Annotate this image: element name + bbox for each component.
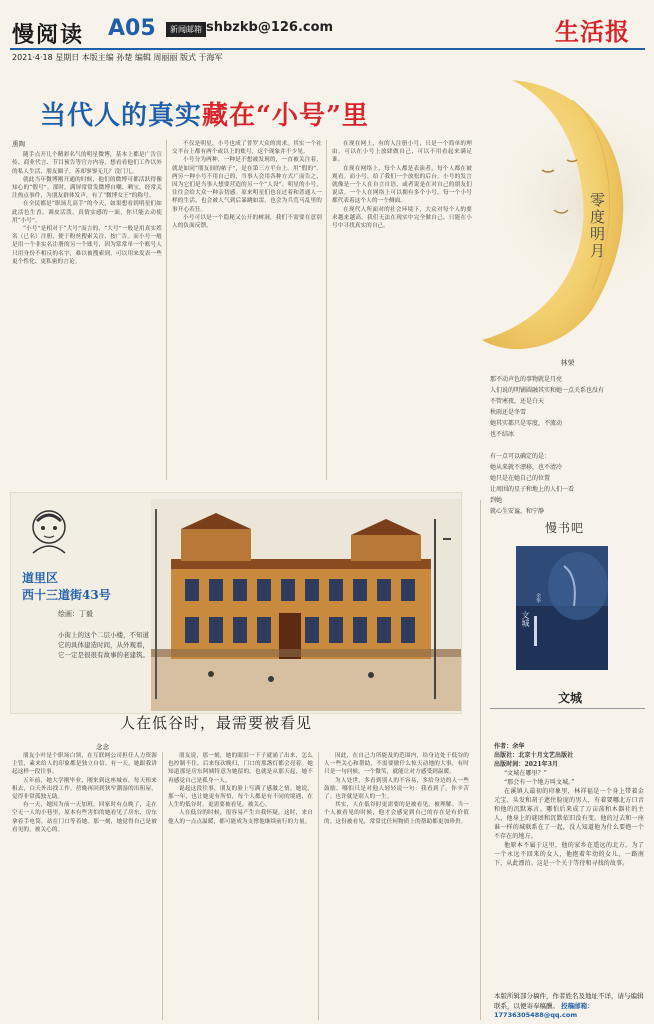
painter-portrait-sketch-icon <box>23 503 75 555</box>
poem-line: 有一点可以确定的是： <box>490 453 551 460</box>
poem-line: 不管寒夜，还是白天 <box>490 398 545 405</box>
paragraph: 朋友说，那一刻，她的眼泪一下子就涌了出来，怎么也控制不住。后来每次晚归，门口的那盏灯都会亮着。她知道那是房东阿姨特意为她留的。也就是从那天起，她不再感觉自己是孤身一人。 <box>168 753 313 784</box>
article2-column-1 <box>12 752 157 1020</box>
main-headline <box>40 95 369 132</box>
poem-line: 也不结冰 <box>490 431 515 438</box>
article2-author: 念念 <box>96 743 109 751</box>
column-divider <box>326 140 327 480</box>
footer-note <box>494 992 644 1021</box>
poem-line: 人们说的明铺圆融其实和她一点关系也没有 <box>490 387 605 394</box>
paragraph: 朋友小叶是个职场白领，在互联网公司担任人力资源主管，素来给人的印象都是独立自信。有一天，她跟我讲起这样一段往事。 <box>12 753 157 776</box>
masthead <box>0 0 654 66</box>
paragraph: 有一天，她因为前一天加班，回家时有点晚了，走在空无一人的小巷里，原本有些害怕的她看见了房东，房东拿着手电筒，站在门口等着她。那一刻，她觉得自己是被看见的，被关心的。 <box>12 802 157 833</box>
poem-line: 就心生安谧，和宁静 <box>490 508 545 515</box>
article2-column-3 <box>324 752 469 1020</box>
crescent-moon-illustration <box>472 60 654 360</box>
paragraph: 在现在网上，有的人注册小号，只是一个简单的理由，可以在小号上放肆做自己，可以不用看起来满足谁。 <box>332 141 472 164</box>
poem-line: 她其实都只是零度，不流动 <box>490 420 563 427</box>
poem-line: 她从来就不漂移，也不清冷 <box>490 464 563 471</box>
poem-line <box>490 440 645 451</box>
paragraph: 随手点开几个精彩名气的明星微博，基本上都是广告宣传、商业代言、节目预告等官方内容，想看看他们工作以外的私人生活、朋友圈子，善却寥寥无几？没门儿。 <box>12 152 162 175</box>
paragraph: 在现代人所面对的社会环境下，大众对每个人的要求越来越高。我们无法在现实中完全做自己，只能在小号中寻找真实的自己。 <box>332 206 472 230</box>
book-intro-paragraph: 他原本不属于这里，他的家乡在遥远的北方。为了一个永远不回来的女人，他抱着年幼的女儿，一路南下，从此漂泊。这是一个关于等待和寻找的故事。 <box>494 842 644 867</box>
dateline: 2021·4·18 星期日 本版主编 孙楚 编辑 周丽丽 版式 于海军 <box>12 53 223 62</box>
paper-name: 慢阅读 <box>12 23 85 48</box>
page-number: A05 <box>108 16 156 41</box>
poem-line: 到她 <box>490 497 503 504</box>
book-meta-line: 作者：余华 <box>494 743 525 750</box>
painting-caption-title: 道里区 西十三道街43号 <box>22 571 111 602</box>
poem-line: 让周围的星子和地上的人们一看 <box>490 486 575 493</box>
footer-contact-email[interactable]: 17736305488@qq.com <box>494 1011 578 1019</box>
poem-line: 秋雨还是冬雪 <box>490 409 527 416</box>
section-divider <box>480 500 481 1020</box>
headline-emphasis: 藏在“小号”里 <box>202 101 369 131</box>
moon-article-title: 零度明月 <box>588 192 606 260</box>
paragraph: 在全民都是“职场儿高手”的今天，如果想看到明星们如此活色生香、调皮活泼、真情实感的一面，你只能去动使用“小号”。 <box>12 201 162 224</box>
paragraph: 其实，人在低谷时更需要的是被看见，被理解。当一个人被看见的时候，他才会感觉到自己的存在是有价值的。这份被看见，常常比任何物质上的帮助都更加珍贵。 <box>324 802 469 825</box>
book-intro-paragraph: “文城在哪里？” <box>504 770 547 777</box>
book-cover-author: 余华 <box>535 593 541 603</box>
book-intro-paragraph: 在溪镇人最初的印象里，林祥福是一个身上带着金元宝、头发和胡子遮住脸庞的男人，有着要哪北方口音和他的沉默寡言。哪怕后来成了万亩荡和木器社的主人，他身上的谜团和沉默依旧没有变。他的过去和一座谁一样的城联系在了一起，没人知道他为什么要抱一个不存在的地方。 <box>494 788 644 840</box>
poem <box>490 358 645 517</box>
poem-lines <box>490 374 645 517</box>
article2-headline: 人在低谷时，最需要被看见 <box>120 714 313 732</box>
paragraph: 在现在网络上，每个人都是表演者，每个人都在被观看。而小号，给了我们一个放松的后台。小号的发言就像是一个人在自言自语，或者说是在对自己的朋友们说话。一个人在网络上可以拥有多个小号，每一个小号都代表着这个人的一个侧面。 <box>332 165 472 205</box>
column-divider <box>162 752 163 1020</box>
paragraph: 不仅是明星，小号也成了普罗大众的需求。其实一个社交平台上都有两个或以上的账号，这个现象并不少见。 <box>172 141 322 156</box>
paragraph: 就此当年微博刚开通的时候，他们的微博可都活跃得像知心的“假号”。那时，满屏常常发微博自嘲、晒宝，经常关注热点事件，为朋友群体发声，有了“微博女王”的称号。 <box>12 176 162 200</box>
poem-author: 林荣 <box>560 359 575 367</box>
book-intro-paragraph: “那会有一个地方叫文城。” <box>504 779 575 786</box>
contact-email[interactable]: shbzkb@126.com <box>206 20 334 35</box>
newspaper-brand-logo: 生活报 <box>555 17 630 46</box>
paragraph: “小号”是相对于“大号”而言的，“大号”一般是用真实姓名（已名）注册，便于粉丝搜索关注、按广告。而小号一般是用一个非实名注册的另一个账号，因为常常单一个账号人只用身份不相反的名字，难以被搜索到，可以用来发表一些更个性化、更私密的言论。 <box>12 226 162 265</box>
book-section-title: 慢书吧 <box>545 521 585 535</box>
footer-note-text: 本版所辑部分稿件，作者姓名及地址不详，请与编辑联系，以便寄奉稿酬。 <box>494 992 644 1010</box>
article1-column-2 <box>172 140 322 480</box>
article1-column-3 <box>332 140 472 480</box>
painting-credit: 绘画：丁毅 <box>58 610 93 618</box>
column-divider <box>318 752 319 1020</box>
paragraph: 为人处世，多看到别人的不容易，多给身边的人一些鼓励，哪怕只是对他人轻轻说一句：我看到了，你辛苦了。也许就是别人的一生。 <box>324 777 469 801</box>
paragraph: 小号可以是一个隐秘又公开的树洞，我们不需要在意别人的负面反馈。 <box>172 214 322 230</box>
poem-line: 她只是在她自己的位置 <box>490 475 551 482</box>
poem-line: 那不动声色的事物就是月亮 <box>490 376 563 383</box>
column-divider <box>166 140 167 480</box>
book-rule <box>490 708 645 709</box>
book-meta-line: 出版社：北京十月文艺出版社 <box>494 752 574 759</box>
paragraph: 说起这段往事，朋友的脸上写满了感激之情。她说，那一年，也让她更有所悟，每个人都是有不同的境遇，在人生的低谷时，更需要被看见，被关心。 <box>168 785 313 809</box>
article1-author: 熏陶 <box>12 140 26 148</box>
headline-prefix: 当代人的真实 <box>40 101 203 131</box>
paragraph: 人在低谷的时候，很容易产生自我怀疑。这时，来自他人的一点点温暖，都可能成为支撑他继续前行的力量。 <box>168 810 313 825</box>
footer-contact-label: 投稿邮箱： <box>561 1001 594 1010</box>
paragraph: 因此，在自己力所能及的范围内，给身边处于低谷的人一些关心和帮助，不需要做什么惊天动地的大事，有时只是一句问候，一个微笑，就能让对方感受到温暖。 <box>324 753 469 776</box>
building-watercolor-painting <box>151 499 461 711</box>
email-badge: 新闻邮箱 <box>166 22 206 37</box>
book-cover-title: 文城 <box>521 611 530 627</box>
article1-column-1 <box>12 140 162 480</box>
book-meta <box>494 742 644 868</box>
article2-column-2 <box>168 752 313 1020</box>
paragraph: 小号分为两种，一种是不想被发现的，一直被关注着，就是如同“朋友间的帖子”，是在第三方平台上。用“假的”。两另一种小号不用自己的，当事人会用各种方式广而告之，因为它们是当事人想要营造的另一个“人设”。明星的小号，往往会给大众一种亲切感。原来明星们也在过着和普通人一样的生活，也会被人气到后暴跳如雷，也会为兵荒马乱里的事开心若狂。 <box>172 157 322 213</box>
book-cover-image <box>516 546 608 670</box>
paragraph: 五年前，她大学刚毕业，刚来到这座城市，每天租来租去，白天外出找工作，傍晚再回到狭窄潮湿的出租屋，觉得非常孤独无助。 <box>12 777 157 801</box>
header-rule <box>10 48 645 50</box>
book-meta-line: 出版时间：2021年3月 <box>494 761 559 768</box>
book-name: 文城 <box>558 691 583 705</box>
painting-description: 小街上的这个二层小楼，不知道它的具体建造时间，从外观看，它一定是很很有故事的老建筑。 <box>58 631 149 659</box>
